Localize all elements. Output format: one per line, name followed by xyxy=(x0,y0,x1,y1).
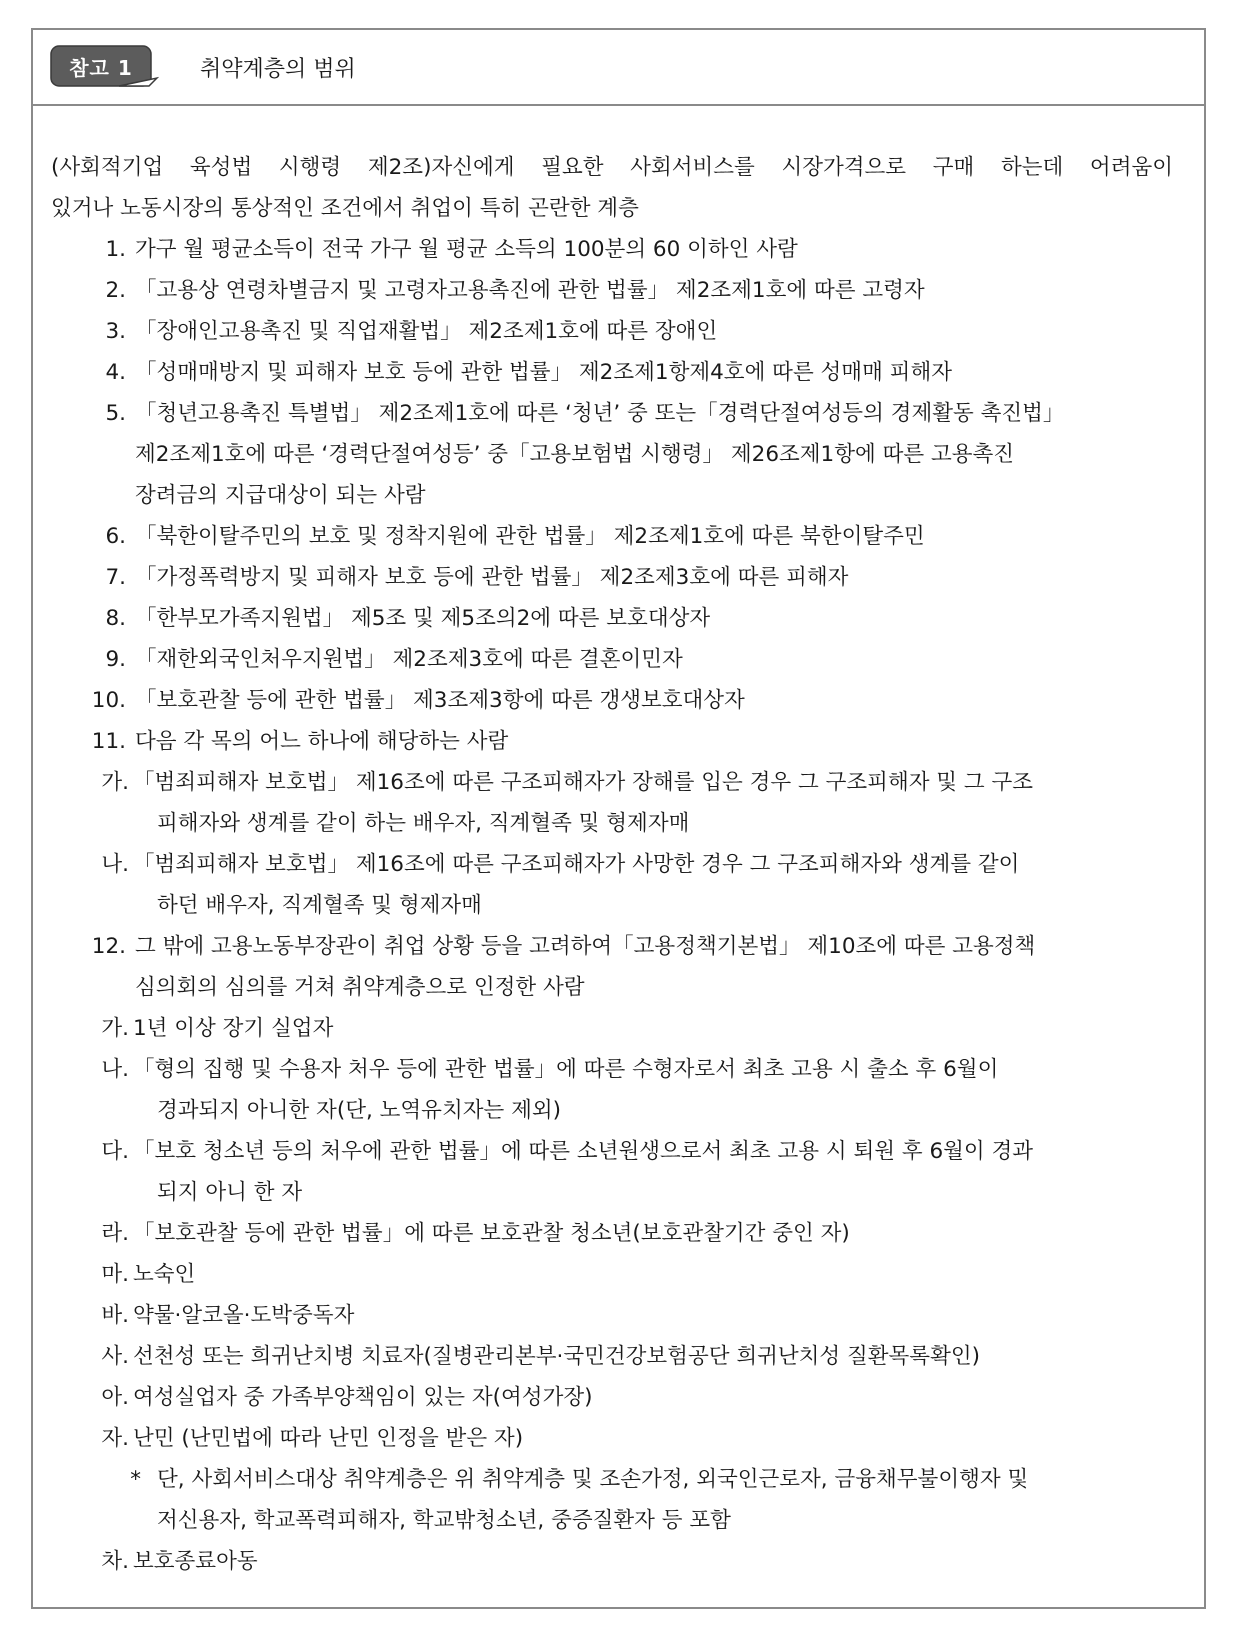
criteria-item xyxy=(51,598,1181,639)
criteria-item xyxy=(51,557,1181,598)
criteria-item-text: 「가정폭력방지 및 피해자 보호 등에 관한 법률」 제2조제3호에 따른 피해자 xyxy=(135,565,849,590)
sub-item-number: 차. xyxy=(101,1549,129,1574)
criteria-item-number: 6. xyxy=(105,524,126,549)
sub-item xyxy=(51,1336,1181,1377)
criteria-item-text: 「보호관찰 등에 관한 법률」 제3조제3항에 따른 갱생보호대상자 xyxy=(135,688,745,713)
sub-item-text: 여성실업자 중 가족부양책임이 있는 자(여성가장) xyxy=(133,1385,593,1410)
criteria-item xyxy=(51,311,1181,352)
criteria-item-text: 심의회의 심의를 거쳐 취약계층으로 인정한 사람 xyxy=(135,975,585,1000)
criteria-item-number: 2. xyxy=(105,278,126,303)
criteria-item-number: 9. xyxy=(105,647,126,672)
intro-line: 있거나 노동시장의 통상적인 조건에서 취업이 특히 곤란한 계층 xyxy=(51,196,639,221)
sub-item-number: 자. xyxy=(101,1426,129,1451)
sub-item-text: 「형의 집행 및 수용자 처우 등에 관한 법률」에 따른 수형자로서 최초 고용 시 출소 후 6월이 xyxy=(133,1057,999,1082)
sub-item-number: 사. xyxy=(101,1344,129,1369)
criteria-item-text: 제2조제1호에 따른 ‘경력단절여성등’ 중「고용보험법 시행령」 제26조제1항에 따른 고용촉진 xyxy=(135,442,1015,467)
sub-item-text: 노숙인 xyxy=(133,1262,196,1287)
criteria-item-number: 8. xyxy=(105,606,126,631)
sub-item-text: 피해자와 생계를 같이 하는 배우자, 직계혈족 및 형제자매 xyxy=(157,811,690,836)
criteria-item-text: 「한부모가족지원법」 제5조 및 제5조의2에 따른 보호대상자 xyxy=(135,606,711,631)
sub-item xyxy=(51,1090,1181,1131)
note-item-text: 저신용자, 학교폭력피해자, 학교밖청소년, 중증질환자 등 포함 xyxy=(157,1508,731,1533)
criteria-item-number: 12. xyxy=(91,934,126,959)
sub-item-number: 마. xyxy=(101,1262,129,1287)
sub-item xyxy=(51,1131,1181,1172)
criteria-item-number: 1. xyxy=(105,237,126,262)
note-item xyxy=(51,1500,1181,1541)
criteria-item xyxy=(51,270,1181,311)
sub-item xyxy=(51,803,1181,844)
sub-item-text: 선천성 또는 희귀난치병 치료자(질병관리본부·국민건강보험공단 희귀난치성 질환목록확인) xyxy=(133,1344,981,1369)
criteria-item-text: 「성매매방지 및 피해자 보호 등에 관한 법률」 제2조제1항제4호에 따른 성매매 피해자 xyxy=(135,360,952,385)
criteria-item-number: 11. xyxy=(91,729,126,754)
reference-tag-label: 참고 1 xyxy=(69,56,133,80)
sub-item-number: 가. xyxy=(101,1016,129,1041)
sub-item xyxy=(51,1008,1181,1049)
box-header xyxy=(33,30,1204,106)
box-title: 취약계층의 범위 xyxy=(200,57,356,82)
criteria-item-text: 다음 각 목의 어느 하나에 해당하는 사람 xyxy=(135,729,509,754)
criteria-item-number: 5. xyxy=(105,401,126,426)
sub-item-text: 보호종료아동 xyxy=(133,1549,258,1574)
criteria-item-number: 10. xyxy=(91,688,126,713)
sub-item-number: 다. xyxy=(101,1139,129,1164)
sub-item-number: 가. xyxy=(101,770,129,795)
criteria-item xyxy=(51,475,1181,516)
sub-item xyxy=(51,1049,1181,1090)
sub-item xyxy=(51,1213,1181,1254)
criteria-item xyxy=(51,516,1181,557)
criteria-item-number: 3. xyxy=(105,319,126,344)
sub-item xyxy=(51,885,1181,926)
note-item-text: 단, 사회서비스대상 취약계층은 위 취약계층 및 조손가정, 외국인근로자, 금융채무불이행자 및 xyxy=(157,1467,1029,1492)
criteria-item-text: 「북한이탈주민의 보호 및 정착지원에 관한 법률」 제2조제1호에 따른 북한이탈주민 xyxy=(135,524,925,549)
criteria-item xyxy=(51,680,1181,721)
criteria-item-number: 4. xyxy=(105,360,126,385)
criteria-item-text: 「장애인고용촉진 및 직업재활법」 제2조제1호에 따른 장애인 xyxy=(135,319,718,344)
sub-item-number: 바. xyxy=(101,1303,129,1328)
sub-item-text: 하던 배우자, 직계혈족 및 형제자매 xyxy=(157,893,482,918)
sub-item-text: 되지 아니 한 자 xyxy=(157,1180,303,1205)
criteria-item-text: 그 밖에 고용노동부장관이 취업 상황 등을 고려하여「고용정책기본법」 제10조에 따른 고용정책 xyxy=(135,934,1036,959)
sub-item-number: 라. xyxy=(101,1221,129,1246)
criteria-item xyxy=(51,352,1181,393)
criteria-item xyxy=(51,639,1181,680)
sub-item-text: 경과되지 아니한 자(단, 노역유치자는 제외) xyxy=(157,1098,562,1123)
note-item xyxy=(51,1459,1181,1500)
criteria-item-text: 「고용상 연령차별금지 및 고령자고용촉진에 관한 법률」 제2조제1호에 따른 고령자 xyxy=(135,278,925,303)
sub-item-text: 약물·알코올·도박중독자 xyxy=(133,1303,355,1328)
sub-item xyxy=(51,1254,1181,1295)
criteria-item-text: 장려금의 지급대상이 되는 사람 xyxy=(135,483,426,508)
criteria-item xyxy=(51,434,1181,475)
sub-item xyxy=(51,1418,1181,1459)
criteria-item-text: 「재한외국인처우지원법」 제2조제3호에 따른 결혼이민자 xyxy=(135,647,683,672)
sub-item-text: 「범죄피해자 보호법」 제16조에 따른 구조피해자가 장해를 입은 경우 그 구조피해자 및 그 구조 xyxy=(133,770,1034,795)
sub-item xyxy=(51,762,1181,803)
sub-item-number: 나. xyxy=(101,1057,129,1082)
reference-box xyxy=(31,28,1206,1609)
sub-item xyxy=(51,1377,1181,1418)
sub-item-text: 「보호 청소년 등의 처우에 관한 법률」에 따른 소년원생으로서 최초 고용 시 퇴원 후 6월이 경과 xyxy=(133,1139,1034,1164)
sub-item xyxy=(51,1541,1181,1582)
sub-item xyxy=(51,1295,1181,1336)
criteria-item xyxy=(51,721,1181,762)
criteria-item xyxy=(51,926,1181,967)
criteria-item xyxy=(51,967,1181,1008)
sub-item xyxy=(51,844,1181,885)
criteria-item-text: 「청년고용촉진 특별법」 제2조제1호에 따른 ‘청년’ 중 또는「경력단절여성등의 경제활동 촉진법」 xyxy=(135,401,1065,426)
sub-item xyxy=(51,1172,1181,1213)
sub-item-text: 1년 이상 장기 실업자 xyxy=(133,1016,334,1041)
criteria-item xyxy=(51,393,1181,434)
criteria-item xyxy=(51,229,1181,270)
sub-item-text: 「보호관찰 등에 관한 법률」에 따른 보호관찰 청소년(보호관찰기간 중인 자) xyxy=(133,1221,850,1246)
note-item-number: * xyxy=(130,1467,141,1492)
intro-line: (사회적기업 육성법 시행령 제2조)자신에게 필요한 사회서비스를 시장가격으로 구매 하는데 어려움이 xyxy=(51,155,1173,180)
sub-item-text: 「범죄피해자 보호법」 제16조에 따른 구조피해자가 사망한 경우 그 구조피해자와 생계를 같이 xyxy=(133,852,1020,877)
box-content xyxy=(51,147,1181,1582)
criteria-list xyxy=(51,229,1181,1582)
criteria-item-number: 7. xyxy=(105,565,126,590)
sub-item-text: 난민 (난민법에 따라 난민 인정을 받은 자) xyxy=(133,1426,524,1451)
sub-item-number: 나. xyxy=(101,852,129,877)
sub-item-number: 아. xyxy=(101,1385,129,1410)
criteria-item-text: 가구 월 평균소득이 전국 가구 월 평균 소득의 100분의 60 이하인 사람 xyxy=(135,237,798,262)
reference-tag xyxy=(49,44,157,88)
